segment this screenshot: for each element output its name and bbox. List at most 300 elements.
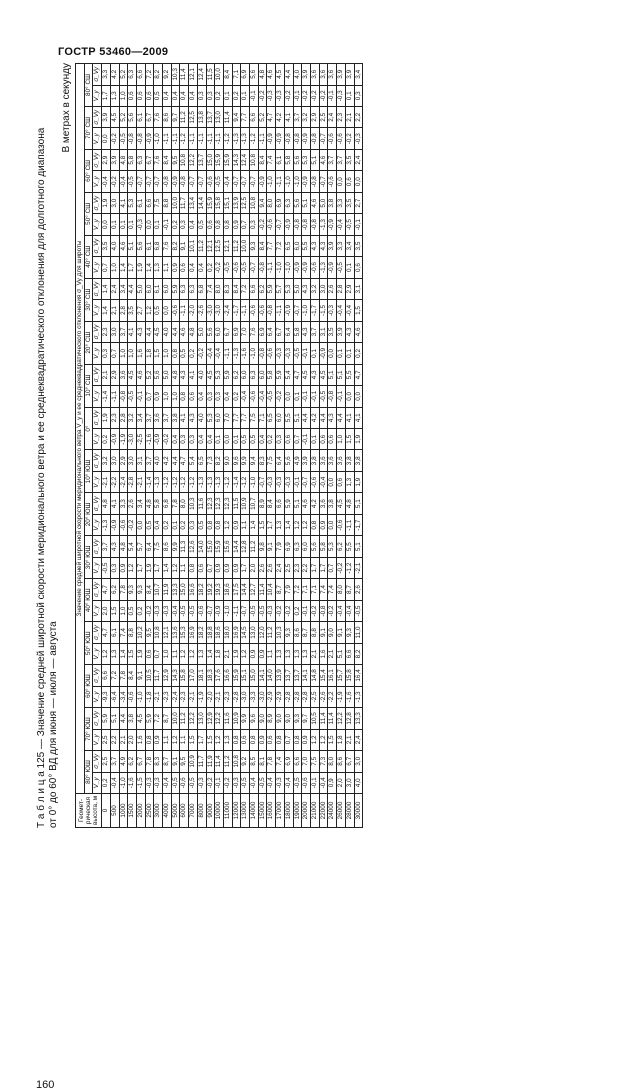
mean-velocity-cell: 1,2 bbox=[145, 300, 154, 321]
std-deviation-cell: 9,4 bbox=[258, 192, 267, 213]
mean-velocity-cell: -0,5 bbox=[180, 600, 189, 621]
mean-velocity-cell: -1,5 bbox=[136, 772, 145, 793]
std-deviation-cell: 5,9 bbox=[102, 708, 111, 729]
mean-velocity-cell: 0,9 bbox=[319, 514, 328, 535]
mean-velocity-cell: 1,7 bbox=[128, 257, 137, 278]
mean-velocity-cell: -0,9 bbox=[319, 343, 328, 364]
mean-velocity-cell: 2,1 bbox=[345, 729, 354, 750]
mean-velocity-cell: 1,8 bbox=[145, 343, 154, 364]
mean-velocity-cell: -0,4 bbox=[319, 471, 328, 492]
mean-velocity-cell: -0,6 bbox=[337, 128, 346, 149]
std-deviation-cell: 4,7 bbox=[102, 579, 111, 600]
std-deviation-cell: 7,6 bbox=[163, 235, 172, 256]
altitude-cell: 3000 bbox=[154, 794, 163, 828]
table-row bbox=[102, 64, 111, 828]
std-deviation-cell: 7,2 bbox=[110, 665, 119, 686]
mean-velocity-cell: -0,7 bbox=[302, 471, 311, 492]
std-deviation-cell: 3,2 bbox=[302, 107, 311, 128]
table-row bbox=[241, 64, 250, 828]
mean-velocity-cell: -1,1 bbox=[223, 343, 232, 364]
std-deviation-cell: 4,7 bbox=[267, 107, 276, 128]
std-deviation-cell: 6,9 bbox=[284, 751, 293, 772]
std-deviation-cell: 9,4 bbox=[232, 107, 241, 128]
mean-velocity-cell: -0,1 bbox=[136, 386, 145, 407]
table-caption: Т а б л и ц а 125 — Значение средней широтной скорости меридионального ветра и ее среднеквадратического отклонения для долготного диапазона bbox=[36, 127, 47, 828]
mean-velocity-cell: 0,1 bbox=[171, 514, 180, 535]
mean-velocity-cell: 1,4 bbox=[284, 514, 293, 535]
mean-velocity-cell: -0,3 bbox=[136, 214, 145, 235]
data-table bbox=[75, 63, 363, 828]
mean-velocity-cell: 0,3 bbox=[189, 514, 198, 535]
std-deviation-cell: 12,2 bbox=[189, 149, 198, 170]
std-deviation-cell: 5,6 bbox=[293, 192, 302, 213]
std-deviation-cell: 10,5 bbox=[310, 708, 319, 729]
mean-velocity-cell: -0,7 bbox=[136, 171, 145, 192]
std-deviation-cell: 7,9 bbox=[284, 579, 293, 600]
mean-velocity-cell: -0,9 bbox=[328, 214, 337, 235]
mean-velocity-cell: 2,0 bbox=[128, 729, 137, 750]
std-deviation-subheader: σ_Vy bbox=[93, 450, 102, 471]
mean-velocity-cell: -1,3 bbox=[215, 471, 224, 492]
mean-velocity-cell: 0,9 bbox=[232, 557, 241, 578]
std-deviation-cell: 11,9 bbox=[206, 751, 215, 772]
std-deviation-cell: 18,2 bbox=[197, 622, 206, 643]
std-deviation-cell: 4,3 bbox=[310, 364, 319, 385]
std-deviation-cell: 9,2 bbox=[163, 64, 172, 86]
table-row bbox=[319, 64, 328, 828]
std-deviation-cell: 14,4 bbox=[232, 536, 241, 557]
mean-velocity-cell: -0,1 bbox=[310, 386, 319, 407]
std-deviation-cell: 3,7 bbox=[293, 107, 302, 128]
mean-velocity-cell: -0,9 bbox=[110, 514, 119, 535]
altitude-cell: 5000 bbox=[171, 794, 180, 828]
std-deviation-cell: 4,6 bbox=[267, 64, 276, 86]
table-row bbox=[223, 64, 232, 828]
std-deviation-cell: 3,7 bbox=[163, 407, 172, 428]
mean-velocity-cell: -0,4 bbox=[267, 772, 276, 793]
std-deviation-cell: 12,0 bbox=[258, 622, 267, 643]
std-deviation-cell: 15,1 bbox=[223, 192, 232, 213]
mean-velocity-cell: 1,0 bbox=[163, 386, 172, 407]
std-deviation-cell: 18,3 bbox=[206, 665, 215, 686]
mean-velocity-cell: 0,2 bbox=[102, 772, 111, 793]
std-deviation-cell: 8,4 bbox=[232, 278, 241, 299]
mean-velocity-cell: -1,9 bbox=[337, 686, 346, 707]
std-deviation-cell: 6,3 bbox=[128, 64, 137, 86]
mean-velocity-cell: 0,4 bbox=[223, 386, 232, 407]
std-deviation-cell: 8,6 bbox=[163, 107, 172, 128]
std-deviation-cell: 4,3 bbox=[319, 235, 328, 256]
altitude-cell: 11000 bbox=[223, 794, 232, 828]
mean-velocity-cell: 1,9 bbox=[136, 643, 145, 664]
std-deviation-cell: 6,1 bbox=[136, 107, 145, 128]
std-deviation-cell: 4,7 bbox=[180, 450, 189, 471]
std-deviation-cell: 9,3 bbox=[128, 579, 137, 600]
mean-velocity-cell: -0,4 bbox=[337, 600, 346, 621]
mean-velocity-cell: 0,2 bbox=[163, 514, 172, 535]
mean-velocity-cell: 0,8 bbox=[206, 514, 215, 535]
mean-velocity-cell: -0,9 bbox=[302, 171, 311, 192]
mean-velocity-cell: -2,1 bbox=[154, 686, 163, 707]
std-deviation-cell: 3,7 bbox=[328, 149, 337, 170]
std-deviation-cell: 2,8 bbox=[337, 278, 346, 299]
std-deviation-cell: 8,8 bbox=[128, 622, 137, 643]
mean-velocity-cell: -0,7 bbox=[197, 171, 206, 192]
std-deviation-subheader: σ_Vy bbox=[93, 579, 102, 600]
mean-velocity-cell: 0,2 bbox=[180, 514, 189, 535]
mean-velocity-cell: 0,6 bbox=[128, 85, 137, 106]
std-deviation-cell: 6,4 bbox=[284, 321, 293, 342]
mean-velocity-cell: -6,4 bbox=[110, 686, 119, 707]
std-deviation-cell: 8,4 bbox=[267, 493, 276, 514]
std-deviation-cell: 10,8 bbox=[180, 149, 189, 170]
std-deviation-cell: 3,9 bbox=[337, 321, 346, 342]
mean-velocity-cell: 1,3 bbox=[110, 85, 119, 106]
latitude-header: 40° СШ bbox=[84, 235, 93, 278]
mean-velocity-subheader: V_y bbox=[93, 128, 102, 149]
std-deviation-cell: 5,8 bbox=[267, 364, 276, 385]
std-deviation-cell: 3,6 bbox=[310, 64, 319, 86]
latitude-header: 30° СШ bbox=[84, 278, 93, 321]
altitude-cell: 1000 bbox=[119, 794, 128, 828]
mean-velocity-cell: 1,3 bbox=[276, 643, 285, 664]
mean-velocity-cell: -2,1 bbox=[354, 557, 363, 578]
std-deviation-cell: 12,9 bbox=[206, 708, 215, 729]
std-deviation-cell: 9,4 bbox=[250, 450, 259, 471]
mean-velocity-cell: 1,0 bbox=[119, 343, 128, 364]
std-deviation-cell: 4,0 bbox=[197, 364, 206, 385]
std-deviation-cell: 5,1 bbox=[302, 192, 311, 213]
std-deviation-cell: 7,2 bbox=[276, 235, 285, 256]
mean-velocity-cell: -0,8 bbox=[128, 128, 137, 149]
std-deviation-cell: 4,1 bbox=[354, 407, 363, 428]
mean-velocity-cell: -1,2 bbox=[223, 128, 232, 149]
table-row bbox=[215, 64, 224, 828]
std-deviation-subheader: σ_Vy bbox=[93, 192, 102, 213]
std-deviation-cell: 4,8 bbox=[119, 149, 128, 170]
mean-velocity-cell: -0,8 bbox=[258, 257, 267, 278]
mean-velocity-subheader: V_y bbox=[93, 386, 102, 407]
std-deviation-cell: 2,9 bbox=[345, 278, 354, 299]
mean-velocity-cell: 0,0 bbox=[136, 514, 145, 535]
altitude-cell: 10000 bbox=[215, 794, 224, 828]
std-deviation-cell: 8,2 bbox=[154, 64, 163, 86]
std-deviation-cell: 5,5 bbox=[345, 364, 354, 385]
mean-velocity-cell: 0,2 bbox=[215, 85, 224, 106]
mean-velocity-cell: -0,4 bbox=[241, 386, 250, 407]
std-deviation-cell: 5,5 bbox=[302, 235, 311, 256]
mean-velocity-cell: 1,3 bbox=[345, 471, 354, 492]
mean-velocity-cell: -2,1 bbox=[102, 471, 111, 492]
std-deviation-cell: 4,0 bbox=[154, 450, 163, 471]
std-deviation-cell: 3,9 bbox=[345, 64, 354, 86]
mean-velocity-cell: -0,5 bbox=[102, 557, 111, 578]
std-deviation-cell: 3,0 bbox=[319, 278, 328, 299]
std-deviation-cell: 4,4 bbox=[284, 64, 293, 86]
std-deviation-cell: 8,9 bbox=[267, 708, 276, 729]
std-deviation-cell: 7,0 bbox=[241, 321, 250, 342]
std-deviation-cell: 15,4 bbox=[319, 665, 328, 686]
std-deviation-cell: 13,9 bbox=[232, 192, 241, 213]
std-deviation-cell: 5,0 bbox=[293, 278, 302, 299]
mean-velocity-cell: -1,0 bbox=[293, 171, 302, 192]
std-deviation-cell: 2,3 bbox=[102, 321, 111, 342]
std-deviation-cell: 2,4 bbox=[110, 278, 119, 299]
std-deviation-cell: 4,5 bbox=[154, 321, 163, 342]
mean-velocity-cell: 1,7 bbox=[319, 557, 328, 578]
std-deviation-cell: 12,6 bbox=[189, 536, 198, 557]
mean-velocity-cell: 0,5 bbox=[197, 214, 206, 235]
std-deviation-cell: 7,2 bbox=[293, 579, 302, 600]
std-deviation-cell: 15,0 bbox=[180, 579, 189, 600]
std-deviation-cell: 3,8 bbox=[345, 450, 354, 471]
std-deviation-cell: 8,4 bbox=[258, 149, 267, 170]
mean-velocity-cell: 2,1 bbox=[119, 729, 128, 750]
std-deviation-cell: 11,7 bbox=[197, 751, 206, 772]
std-deviation-cell: 9,1 bbox=[337, 622, 346, 643]
mean-velocity-cell: -0,7 bbox=[319, 128, 328, 149]
mean-velocity-cell: -0,9 bbox=[276, 128, 285, 149]
mean-velocity-cell: 2,1 bbox=[223, 643, 232, 664]
mean-velocity-cell: -1,4 bbox=[232, 471, 241, 492]
mean-velocity-cell: 1,7 bbox=[241, 557, 250, 578]
std-deviation-cell: 2,6 bbox=[354, 579, 363, 600]
mean-velocity-cell: 0,0 bbox=[284, 386, 293, 407]
mean-velocity-cell: -0,9 bbox=[215, 600, 224, 621]
mean-velocity-subheader: V_y bbox=[93, 429, 102, 450]
mean-velocity-cell: 0,6 bbox=[145, 85, 154, 106]
mean-velocity-cell: -2,2 bbox=[328, 686, 337, 707]
std-deviation-cell: 9,0 bbox=[258, 708, 267, 729]
std-deviation-cell: 16,4 bbox=[354, 665, 363, 686]
mean-velocity-cell: 1,5 bbox=[345, 429, 354, 450]
mean-velocity-cell: 0,3 bbox=[180, 214, 189, 235]
std-deviation-cell: 4,5 bbox=[136, 708, 145, 729]
mean-velocity-cell: -0,4 bbox=[337, 214, 346, 235]
mean-velocity-cell: -0,5 bbox=[171, 772, 180, 793]
mean-velocity-cell: 2,5 bbox=[102, 729, 111, 750]
mean-velocity-cell: -0,7 bbox=[250, 257, 259, 278]
altitude-cell: 17000 bbox=[276, 794, 285, 828]
mean-velocity-cell: -0,6 bbox=[128, 686, 137, 707]
mean-velocity-cell: -0,2 bbox=[223, 772, 232, 793]
mean-velocity-cell: 0,5 bbox=[128, 600, 137, 621]
mean-velocity-cell: 0,0 bbox=[345, 386, 354, 407]
std-deviation-cell: 13,9 bbox=[276, 665, 285, 686]
std-deviation-cell: 2,4 bbox=[328, 107, 337, 128]
mean-velocity-cell: -0,3 bbox=[154, 772, 163, 793]
table-row bbox=[197, 64, 206, 828]
mean-velocity-cell: 0,2 bbox=[189, 343, 198, 364]
mean-velocity-cell: -1,9 bbox=[119, 429, 128, 450]
std-deviation-cell: 4,4 bbox=[302, 407, 311, 428]
std-deviation-cell: 5,8 bbox=[154, 493, 163, 514]
std-deviation-cell: 4,6 bbox=[310, 192, 319, 213]
std-deviation-cell: 2,3 bbox=[110, 407, 119, 428]
mean-velocity-cell: -1,3 bbox=[154, 471, 163, 492]
mean-velocity-cell: -0,4 bbox=[258, 386, 267, 407]
mean-velocity-cell: -1,0 bbox=[250, 471, 259, 492]
std-deviation-cell: 3,9 bbox=[302, 64, 311, 86]
mean-velocity-cell: 2,6 bbox=[267, 557, 276, 578]
table-row bbox=[128, 64, 137, 828]
table-row bbox=[145, 64, 154, 828]
altitude-cell: 1500 bbox=[128, 794, 137, 828]
mean-velocity-cell: -0,5 bbox=[119, 128, 128, 149]
std-deviation-cell: 4,2 bbox=[163, 450, 172, 471]
std-deviation-cell: 8,4 bbox=[258, 235, 267, 256]
mean-velocity-cell: -1,1 bbox=[180, 300, 189, 321]
mean-velocity-cell: 0,9 bbox=[250, 643, 259, 664]
std-deviation-cell: 9,9 bbox=[241, 450, 250, 471]
mean-velocity-subheader: V_y bbox=[93, 686, 102, 707]
std-deviation-cell: 3,7 bbox=[102, 536, 111, 557]
mean-velocity-cell: -0,2 bbox=[110, 128, 119, 149]
std-deviation-cell: 11,6 bbox=[223, 708, 232, 729]
latitude-header: 80° ЮШ bbox=[84, 751, 93, 794]
altitude-cell: 30000 bbox=[354, 794, 363, 828]
mean-velocity-cell: 0,2 bbox=[267, 429, 276, 450]
std-deviation-cell: 8,4 bbox=[145, 579, 154, 600]
altitude-cell: 13000 bbox=[241, 794, 250, 828]
std-deviation-cell: 6,8 bbox=[154, 235, 163, 256]
std-deviation-cell: 8,6 bbox=[337, 751, 346, 772]
std-deviation-cell: 11,4 bbox=[258, 579, 267, 600]
mean-velocity-cell: -1,1 bbox=[241, 300, 250, 321]
std-deviation-cell: 8,4 bbox=[163, 149, 172, 170]
mean-velocity-cell: -0,6 bbox=[180, 772, 189, 793]
mean-velocity-cell: -0,5 bbox=[354, 600, 363, 621]
mean-velocity-cell: 0,3 bbox=[354, 85, 363, 106]
std-deviation-cell: 18,2 bbox=[197, 579, 206, 600]
altitude-column-header: Геомет-рическая высота, м bbox=[76, 794, 102, 828]
mean-velocity-cell: 0,3 bbox=[250, 214, 259, 235]
std-deviation-cell: 10,5 bbox=[145, 665, 154, 686]
std-deviation-cell: 12,2 bbox=[215, 708, 224, 729]
mean-velocity-cell: 0,4 bbox=[171, 429, 180, 450]
mean-velocity-cell: 0,6 bbox=[145, 643, 154, 664]
std-deviation-cell: 7,3 bbox=[319, 751, 328, 772]
std-deviation-cell: 9,8 bbox=[258, 536, 267, 557]
mean-velocity-cell: 2,1 bbox=[328, 643, 337, 664]
std-deviation-cell: 12,8 bbox=[241, 536, 250, 557]
mean-velocity-subheader: V_y bbox=[93, 171, 102, 192]
mean-velocity-cell: 0,9 bbox=[232, 214, 241, 235]
std-deviation-cell: 5,1 bbox=[110, 708, 119, 729]
mean-velocity-cell: -0,8 bbox=[302, 214, 311, 235]
std-deviation-cell: 5,3 bbox=[302, 149, 311, 170]
std-deviation-cell: 7,8 bbox=[119, 579, 128, 600]
altitude-cell: 28000 bbox=[345, 794, 354, 828]
mean-velocity-cell: 0,0 bbox=[163, 300, 172, 321]
table-row bbox=[284, 64, 293, 828]
mean-velocity-cell: -0,3 bbox=[337, 85, 346, 106]
mean-velocity-cell: -0,8 bbox=[119, 386, 128, 407]
std-deviation-cell: 4,9 bbox=[293, 450, 302, 471]
mean-velocity-cell: -0,6 bbox=[171, 300, 180, 321]
std-deviation-cell: 3,9 bbox=[110, 149, 119, 170]
mean-velocity-cell: -2,4 bbox=[171, 686, 180, 707]
std-deviation-cell: 11,4 bbox=[328, 708, 337, 729]
mean-velocity-cell: -0,3 bbox=[163, 600, 172, 621]
mean-velocity-cell: -0,2 bbox=[276, 600, 285, 621]
mean-velocity-cell: 0,0 bbox=[223, 429, 232, 450]
mean-velocity-cell: 0,6 bbox=[354, 257, 363, 278]
std-deviation-cell: 3,8 bbox=[128, 708, 137, 729]
std-deviation-cell: 15,9 bbox=[232, 665, 241, 686]
std-deviation-cell: 11,2 bbox=[267, 622, 276, 643]
std-deviation-cell: 12,2 bbox=[337, 708, 346, 729]
std-deviation-cell: 5,9 bbox=[276, 364, 285, 385]
std-deviation-cell: 5,8 bbox=[128, 149, 137, 170]
mean-velocity-cell: -0,8 bbox=[319, 600, 328, 621]
mean-velocity-cell: -2,4 bbox=[223, 300, 232, 321]
table-row bbox=[310, 64, 319, 828]
table-row bbox=[110, 64, 119, 828]
mean-velocity-cell: -0,4 bbox=[119, 171, 128, 192]
std-deviation-cell: 6,0 bbox=[163, 278, 172, 299]
mean-velocity-cell: -0,4 bbox=[345, 600, 354, 621]
mean-velocity-subheader: V_y bbox=[93, 772, 102, 793]
std-deviation-cell: 18,0 bbox=[223, 622, 232, 643]
std-deviation-cell: 15,8 bbox=[215, 192, 224, 213]
std-deviation-cell: 6,2 bbox=[337, 536, 346, 557]
mean-velocity-cell: -0,6 bbox=[250, 386, 259, 407]
altitude-cell: 8000 bbox=[197, 794, 206, 828]
mean-velocity-cell: 0,4 bbox=[206, 429, 215, 450]
std-deviation-cell: 4,6 bbox=[119, 235, 128, 256]
std-deviation-cell: 9,1 bbox=[319, 622, 328, 643]
mean-velocity-cell: -1,6 bbox=[345, 686, 354, 707]
mean-velocity-cell: -1,0 bbox=[276, 257, 285, 278]
latitude-header: 70° СШ bbox=[84, 107, 93, 150]
mean-velocity-cell: -2,8 bbox=[284, 686, 293, 707]
std-deviation-cell: 3,5 bbox=[102, 235, 111, 256]
std-deviation-cell: 4,3 bbox=[302, 278, 311, 299]
mean-velocity-cell: 2,2 bbox=[302, 557, 311, 578]
std-deviation-cell: 2,6 bbox=[328, 278, 337, 299]
std-deviation-cell: 4,8 bbox=[171, 364, 180, 385]
mean-velocity-cell: 1,0 bbox=[337, 429, 346, 450]
std-deviation-cell: 4,6 bbox=[136, 364, 145, 385]
mean-velocity-cell: -0,9 bbox=[284, 214, 293, 235]
mean-velocity-cell: -0,9 bbox=[328, 257, 337, 278]
mean-velocity-cell: -0,5 bbox=[258, 600, 267, 621]
std-deviation-cell: 5,3 bbox=[284, 278, 293, 299]
mean-velocity-cell: -0,1 bbox=[328, 85, 337, 106]
rotated-table-block bbox=[36, 63, 589, 828]
mean-velocity-cell: 0,4 bbox=[171, 85, 180, 106]
latitude-header: 70° ЮШ bbox=[84, 708, 93, 751]
mean-velocity-cell: -1,1 bbox=[171, 128, 180, 149]
std-deviation-cell: 7,4 bbox=[119, 622, 128, 643]
mean-velocity-subheader: V_y bbox=[93, 257, 102, 278]
mean-velocity-cell: -0,2 bbox=[215, 257, 224, 278]
mean-velocity-cell: -1,2 bbox=[241, 471, 250, 492]
std-deviation-cell: 6,3 bbox=[136, 149, 145, 170]
table-row bbox=[136, 64, 145, 828]
mean-velocity-cell: -0,9 bbox=[302, 257, 311, 278]
mean-velocity-cell: -0,5 bbox=[241, 772, 250, 793]
std-deviation-cell: 4,0 bbox=[293, 64, 302, 86]
std-deviation-cell: 3,9 bbox=[102, 107, 111, 128]
mean-velocity-cell: 0,1 bbox=[154, 214, 163, 235]
std-deviation-cell: 11,4 bbox=[223, 107, 232, 128]
mean-velocity-cell: 0,0 bbox=[328, 343, 337, 364]
mean-velocity-cell: 1,1 bbox=[267, 643, 276, 664]
std-deviation-cell: 5,6 bbox=[293, 149, 302, 170]
std-deviation-cell: 6,4 bbox=[267, 321, 276, 342]
